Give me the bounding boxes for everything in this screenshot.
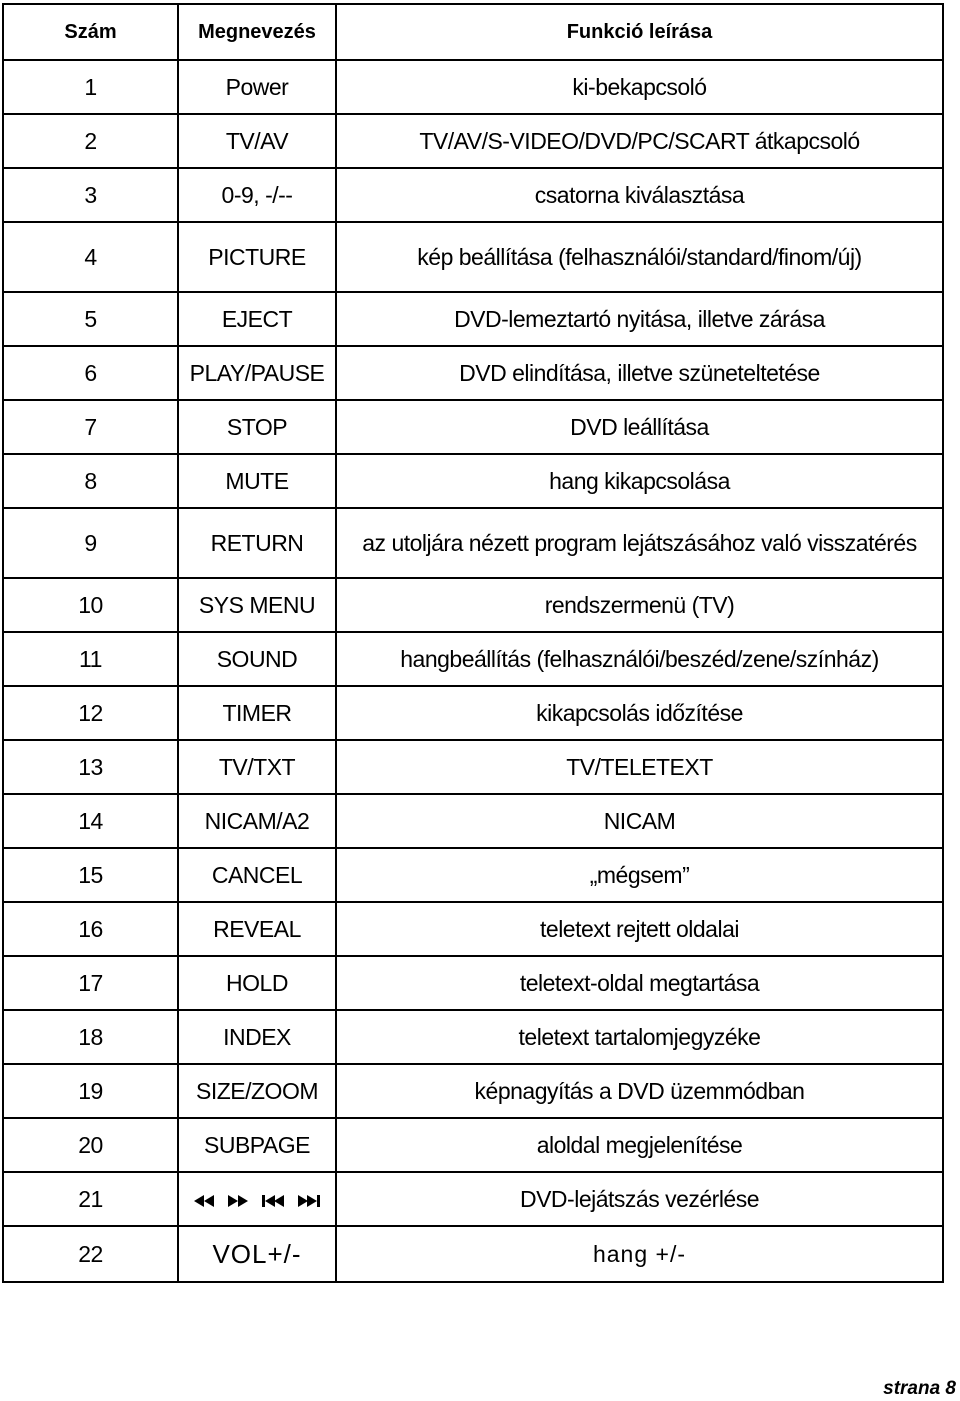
function-description: teletext rejtett oldalai	[336, 902, 943, 956]
button-name: SYS MENU	[178, 578, 336, 632]
row-number: 12	[3, 686, 178, 740]
function-description: teletext-oldal megtartása	[336, 956, 943, 1010]
row-number: 4	[3, 222, 178, 292]
button-name-icons	[178, 1172, 336, 1226]
function-description: az utoljára nézett program lejátszásához való visszatérés	[336, 508, 943, 578]
table-row	[3, 686, 943, 740]
function-description: ki-bekapcsoló	[336, 60, 943, 114]
table-row	[3, 956, 943, 1010]
button-name: MUTE	[178, 454, 336, 508]
table-row	[3, 632, 943, 686]
fast-forward-icon	[228, 1193, 248, 1209]
skip-previous-icon	[262, 1193, 284, 1209]
table-row	[3, 740, 943, 794]
button-name: 0-9, -/--	[178, 168, 336, 222]
table-row	[3, 902, 943, 956]
button-name: TV/AV	[178, 114, 336, 168]
row-number: 9	[3, 508, 178, 578]
button-name: PICTURE	[178, 222, 336, 292]
function-description: hangbeállítás (felhasználói/beszéd/zene/színház)	[336, 632, 943, 686]
button-name: RETURN	[178, 508, 336, 578]
row-number: 1	[3, 60, 178, 114]
row-number: 21	[3, 1172, 178, 1226]
table-row	[3, 346, 943, 400]
remote-control-function-table	[2, 3, 944, 1283]
table-row	[3, 508, 943, 578]
column-header-name: Megnevezés	[178, 4, 336, 60]
function-description: TV/AV/S-VIDEO/DVD/PC/SCART átkapcsoló	[336, 114, 943, 168]
row-number: 13	[3, 740, 178, 794]
row-number: 5	[3, 292, 178, 346]
column-header-number: Szám	[3, 4, 178, 60]
button-name: STOP	[178, 400, 336, 454]
function-description: rendszermenü (TV)	[336, 578, 943, 632]
button-name: VOL+/-	[178, 1226, 336, 1282]
function-description: DVD leállítása	[336, 400, 943, 454]
table-row	[3, 1118, 943, 1172]
button-name: REVEAL	[178, 902, 336, 956]
column-header-description: Funkció leírása	[336, 4, 943, 60]
table-row	[3, 1172, 943, 1226]
table-row	[3, 578, 943, 632]
function-description: képnagyítás a DVD üzemmódban	[336, 1064, 943, 1118]
row-number: 15	[3, 848, 178, 902]
table-row	[3, 848, 943, 902]
button-name: PLAY/PAUSE	[178, 346, 336, 400]
row-number: 18	[3, 1010, 178, 1064]
table-header-row	[3, 4, 943, 60]
table-row	[3, 1010, 943, 1064]
page-number-label: strana 8	[883, 1378, 956, 1399]
row-number: 11	[3, 632, 178, 686]
function-description: DVD-lejátszás vezérlése	[336, 1172, 943, 1226]
table-row	[3, 1226, 943, 1282]
table-row	[3, 114, 943, 168]
row-number: 16	[3, 902, 178, 956]
button-name: NICAM/A2	[178, 794, 336, 848]
table-row	[3, 168, 943, 222]
button-name: SOUND	[178, 632, 336, 686]
row-number: 17	[3, 956, 178, 1010]
button-name: CANCEL	[178, 848, 336, 902]
button-name: HOLD	[178, 956, 336, 1010]
row-number: 14	[3, 794, 178, 848]
table-row	[3, 400, 943, 454]
button-name: SUBPAGE	[178, 1118, 336, 1172]
rewind-icon	[194, 1193, 214, 1209]
function-description: kép beállítása (felhasználói/standard/finom/új)	[336, 222, 943, 292]
function-description: hang kikapcsolása	[336, 454, 943, 508]
row-number: 8	[3, 454, 178, 508]
function-description: aloldal megjelenítése	[336, 1118, 943, 1172]
table-row	[3, 454, 943, 508]
row-number: 22	[3, 1226, 178, 1282]
table-row	[3, 1064, 943, 1118]
row-number: 3	[3, 168, 178, 222]
function-description: DVD elindítása, illetve szüneteltetése	[336, 346, 943, 400]
button-name: INDEX	[178, 1010, 336, 1064]
row-number: 19	[3, 1064, 178, 1118]
function-description: NICAM	[336, 794, 943, 848]
function-description: „mégsem”	[336, 848, 943, 902]
table-row	[3, 794, 943, 848]
button-name: SIZE/ZOOM	[178, 1064, 336, 1118]
button-name: TV/TXT	[178, 740, 336, 794]
table-row	[3, 60, 943, 114]
skip-next-icon	[298, 1193, 320, 1209]
function-description: teletext tartalomjegyzéke	[336, 1010, 943, 1064]
row-number: 7	[3, 400, 178, 454]
function-description: csatorna kiválasztása	[336, 168, 943, 222]
function-description: TV/TELETEXT	[336, 740, 943, 794]
row-number: 20	[3, 1118, 178, 1172]
row-number: 10	[3, 578, 178, 632]
row-number: 2	[3, 114, 178, 168]
button-name: Power	[178, 60, 336, 114]
table-row	[3, 292, 943, 346]
row-number: 6	[3, 346, 178, 400]
table-row	[3, 222, 943, 292]
function-description: DVD-lemeztartó nyitása, illetve zárása	[336, 292, 943, 346]
function-description: hang +/-	[336, 1226, 943, 1282]
function-description: kikapcsolás időzítése	[336, 686, 943, 740]
button-name: TIMER	[178, 686, 336, 740]
button-name: EJECT	[178, 292, 336, 346]
